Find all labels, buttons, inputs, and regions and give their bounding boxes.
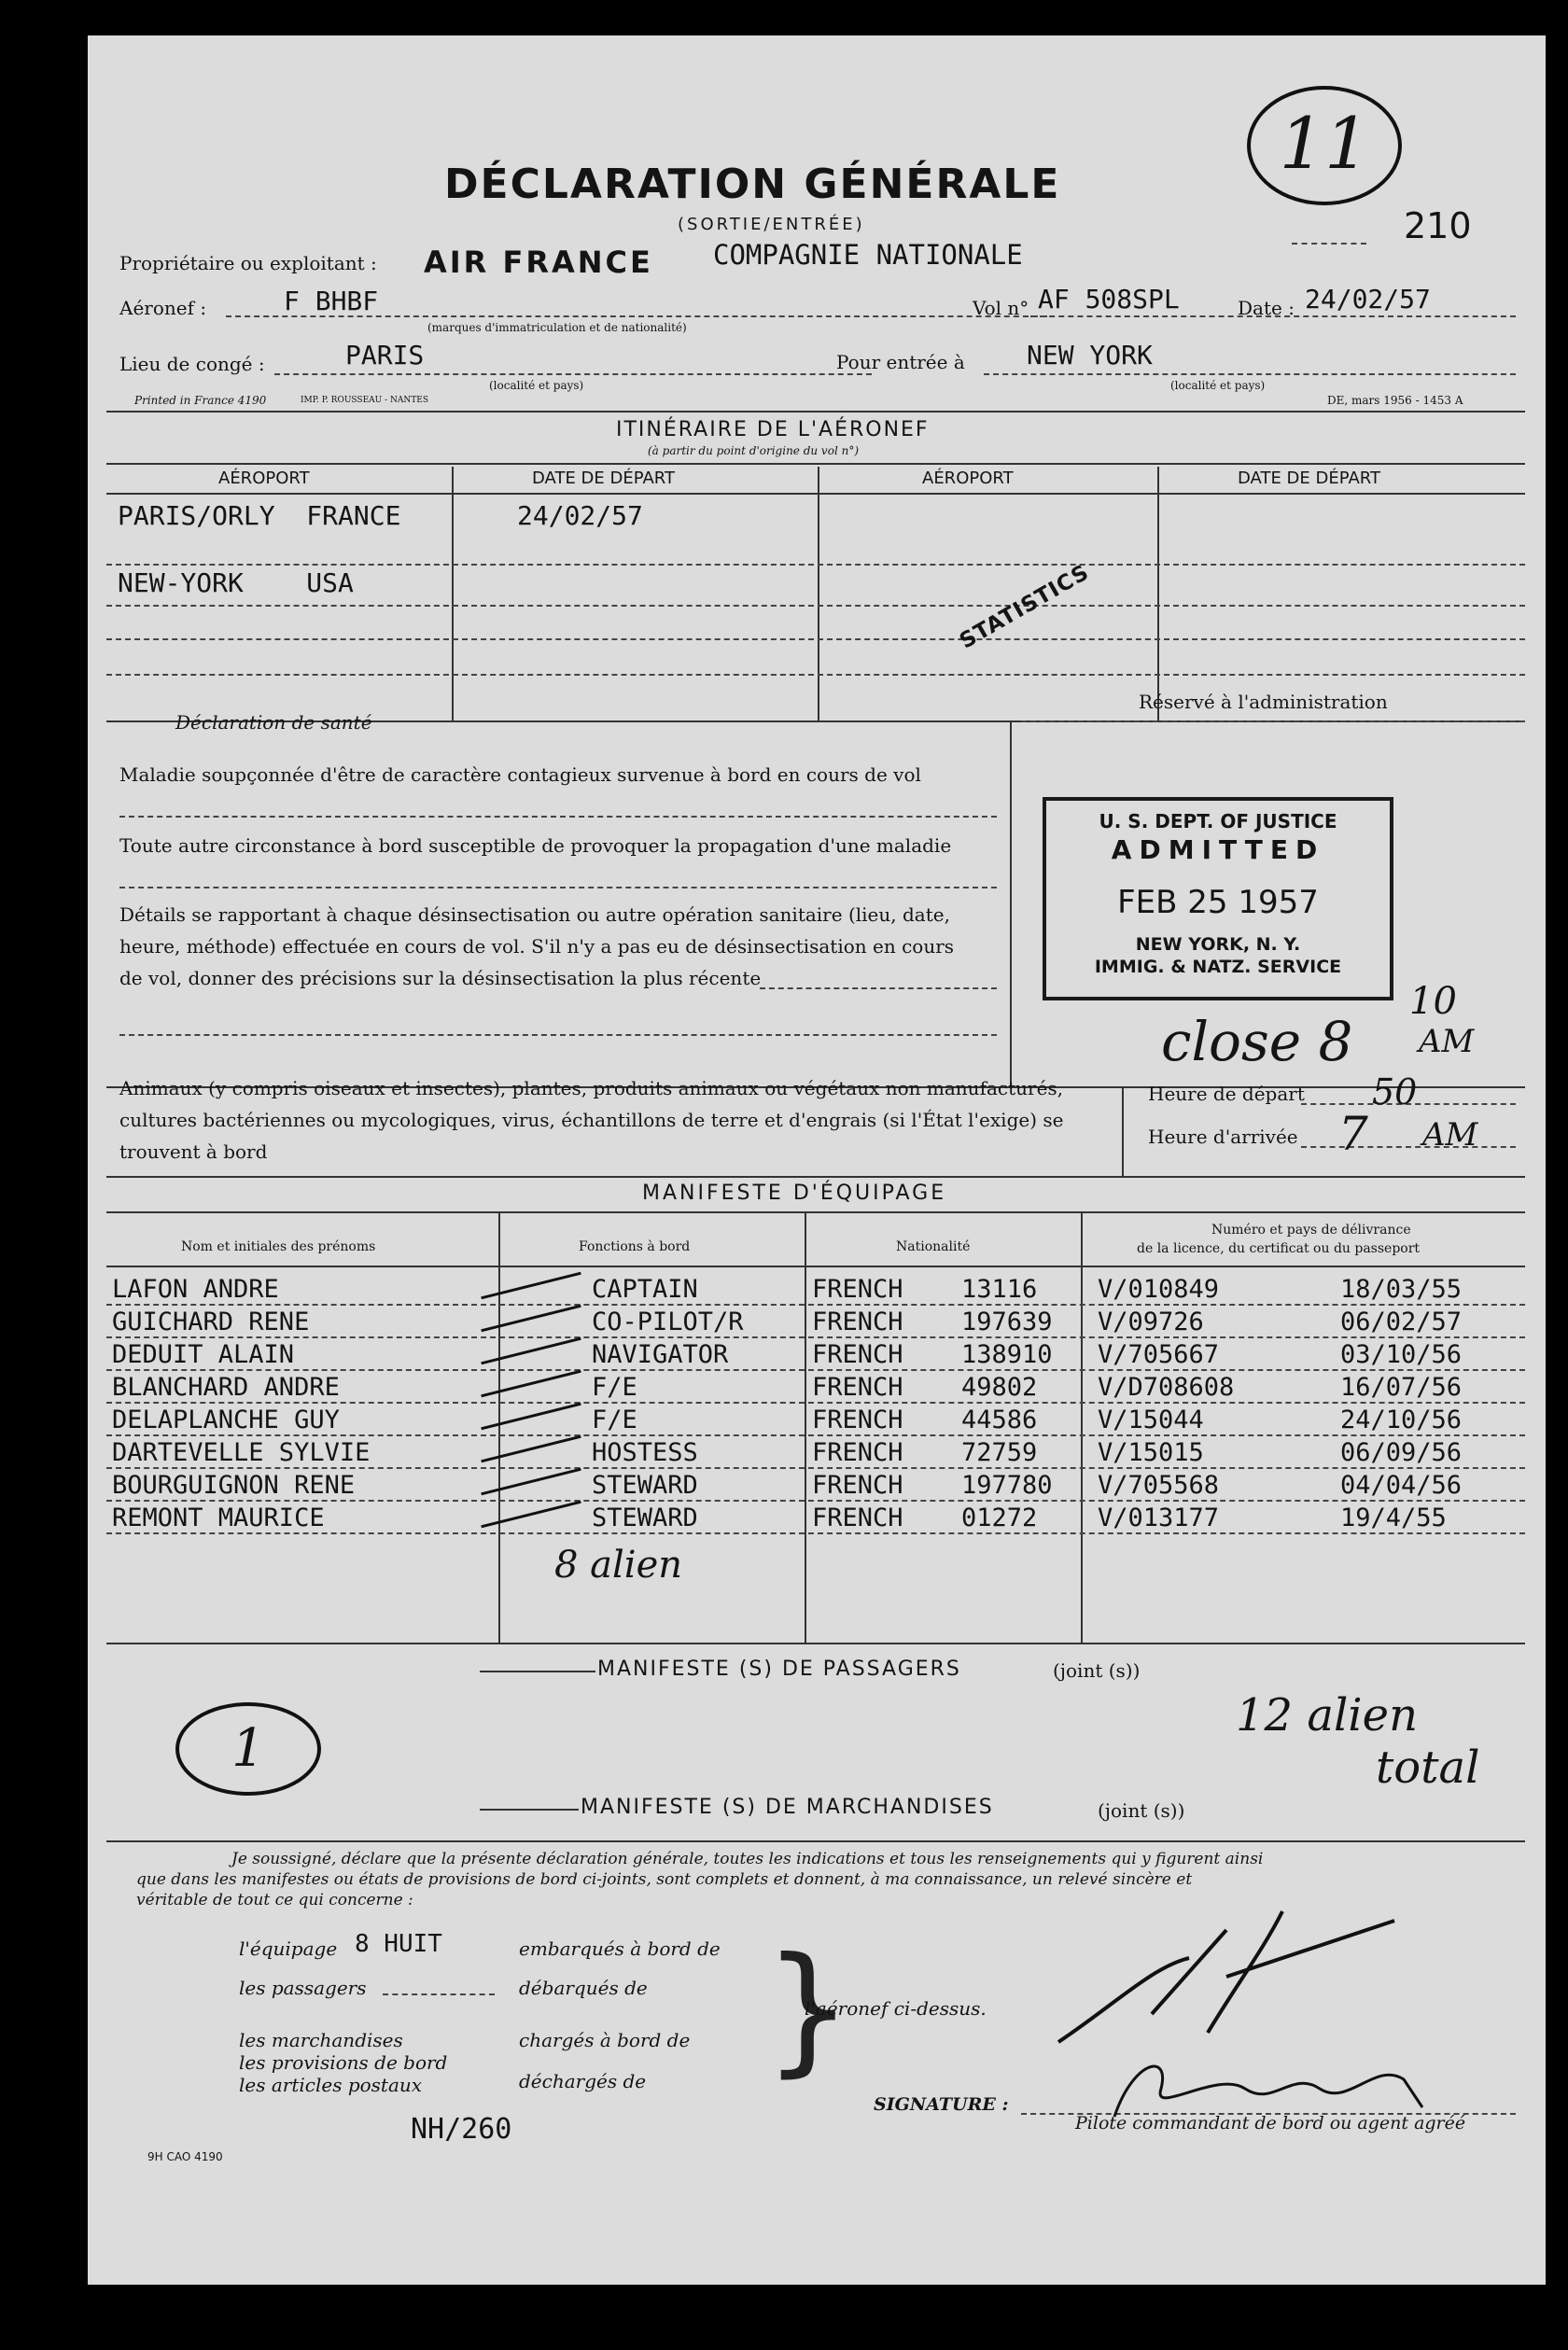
crew-license: V/D708608 [1098,1373,1235,1402]
crew-license-date: 19/4/55 [1340,1504,1447,1532]
admin-divider [1010,720,1012,1086]
itinerary-title: ITINÉRAIRE DE L'AÉRONEF [616,418,930,441]
itinerary-divider-2 [818,467,819,720]
arrival-time-label: Heure d'arrivée [1148,1126,1298,1148]
crew-top-rule [106,1176,1525,1178]
check-mark-icon [481,1272,581,1300]
crew-title: MANIFESTE D'ÉQUIPAGE [642,1182,947,1205]
crew-title-rule [106,1211,1525,1213]
crew-nationality: FRENCH [812,1275,903,1304]
crew-function: F/E [592,1373,637,1402]
crew-license-date: 06/09/56 [1340,1438,1463,1467]
itinerary-divider-3 [1157,467,1159,720]
flight-value: AF 508SPL [1038,284,1180,315]
crew-license-date: 04/04/56 [1340,1471,1463,1500]
crew-count-value: 8 HUIT [355,1930,442,1958]
admin-title-line [1021,720,1525,722]
itinerary-row-2-airport: NEW-YORK USA [118,567,354,598]
page-number-dash [1292,243,1366,245]
loaded-label: chargés à bord de [519,2029,691,2051]
owner-value: AIR FRANCE [424,245,653,280]
health-q4-line [119,1034,997,1036]
crew-license: V/705568 [1098,1471,1220,1500]
crew-name: BOURGUIGNON RENE [112,1471,356,1500]
arrival-time-value: 7 [1338,1107,1368,1161]
animals-line2: cultures bactériennes ou mycologiques, virus, échantillons de terre et d'engrais (si l'État l'exige) se [119,1109,1064,1131]
aircraft-value: F BHBF [284,286,379,316]
page-number: 210 [1404,205,1472,246]
crew-license: V/705667 [1098,1340,1220,1369]
crew-header-rule [106,1266,1525,1267]
flight-label: Vol n° [973,297,1029,319]
crew-name: LAFON ANDRE [112,1275,279,1304]
itinerary-row-line-3 [106,638,1525,640]
signature-label: SIGNATURE : [874,2094,1009,2115]
itinerary-subtitle: (à partir du point d'origine du vol n°) [648,444,860,457]
disembarked-label: débarqués de [519,1977,648,1999]
crew-license: V/09726 [1098,1308,1204,1336]
departure-place-value: PARIS [345,340,425,371]
crew-count-label: l'équipage [239,1937,338,1960]
document-subtitle: (SORTIE/ENTRÉE) [678,215,865,234]
document-title: DÉCLARATION GÉNÉRALE [444,161,1061,208]
crew-license: V/013177 [1098,1504,1220,1532]
crew-divider-3 [1081,1211,1083,1643]
captain-signature-icon [1040,1902,1413,2061]
cargo-joint: (joint (s)) [1098,1799,1185,1822]
crew-number: 138910 [961,1340,1053,1369]
locality-note-1: (localité et pays) [489,379,584,392]
itinerary-row-1-date: 24/02/57 [517,500,643,531]
crew-license-date: 03/10/56 [1340,1340,1463,1369]
health-q3-line1: Détails se rapportant à chaque désinsectisation ou autre opération sanitaire (lieu, date, [119,903,950,926]
crew-function: F/E [592,1406,637,1434]
printer: IMP. P. ROUSSEAU - NANTES [301,396,428,405]
health-q2: Toute autre circonstance à bord susceptible de provoquer la propagation d'une maladie [119,834,952,857]
stamp-line-4: IMMIG. & NATZ. SERVICE [1094,957,1342,977]
animals-line3: trouvent à bord [119,1140,268,1163]
crew-col-function: Fonctions à bord [579,1239,691,1254]
circled-page-number: 11 [1247,86,1402,205]
check-mark-icon [481,1337,581,1365]
embarked-label: embarqués à bord de [519,1937,721,1960]
arrival-label: Pour entrée à [836,351,965,373]
check-mark-icon [481,1468,581,1496]
crew-function: NAVIGATOR [592,1340,729,1369]
stamp-line-2: ADMITTED [1111,834,1325,865]
crew-license: V/010849 [1098,1275,1220,1304]
health-q3-line3: de vol, donner des précisions sur la désinsectisation la plus récente [119,967,762,989]
itinerary-top-rule [106,463,1525,465]
cargo-title-line-left [480,1809,579,1811]
crew-row-line [106,1532,1525,1534]
crew-number: 197639 [961,1308,1053,1336]
itinerary-row-line-2 [106,605,1525,607]
crew-number: 13116 [961,1275,1038,1304]
crew-function: HOSTESS [592,1438,698,1467]
crew-nationality: FRENCH [812,1471,903,1500]
arrival-time-line [1301,1146,1516,1148]
handwritten-close-unit: AM [1419,1023,1475,1060]
reference-number: NH/260 [411,2113,512,2146]
aircraft-above-label: l'aéronef ci-dessus. [805,1997,987,2020]
itinerary-header-rule [106,493,1525,495]
crew-handwritten-note: 8 alien [554,1544,683,1587]
declaration-line-1: Je soussigné, déclare que la présente déclaration générale, toutes les indications et tous les renseignements qui y figurent ainsi [231,1850,1264,1868]
crew-divider-2 [805,1211,806,1643]
itinerary-col-date-2: DATE DE DÉPART [1238,469,1380,488]
passengers-count-line [383,1993,495,1995]
goods-label: les marchandises [239,2029,403,2051]
statistics-stamp: STATISTICS [956,560,1094,654]
admin-title: Réservé à l'administration [1139,691,1388,713]
aircraft-line [226,315,1047,317]
passengers-handwritten-1: 12 alien [1236,1689,1418,1742]
owner-label: Propriétaire ou exploitant : [119,252,377,274]
arrival-time-sup: 50 [1372,1071,1418,1112]
crew-divider-1 [498,1211,500,1643]
cargo-title: MANIFESTE (S) DE MARCHANDISES [581,1796,994,1819]
arrival-line [984,373,1516,375]
owner-typed: COMPAGNIE NATIONALE [713,239,1023,271]
health-q1: Maladie soupçonnée d'être de caractère contagieux survenue à bord en cours de vol [119,763,921,786]
passengers-title: MANIFESTE (S) DE PASSAGERS [597,1658,961,1681]
check-mark-icon [481,1305,581,1333]
health-q2-line [119,887,997,888]
health-q3-line [760,987,997,989]
arrival-time-unit: AM [1422,1116,1478,1154]
crew-name: DELAPLANCHE GUY [112,1406,340,1434]
brace-icon: } [763,1928,853,2091]
crew-nationality: FRENCH [812,1340,903,1369]
crew-number: 44586 [961,1406,1038,1434]
itinerary-row-line-4 [106,674,1525,676]
crew-function: CAPTAIN [592,1275,698,1304]
provisions-label: les provisions de bord [239,2051,448,2074]
check-mark-icon [481,1370,581,1398]
departure-time-label: Heure de départ [1148,1083,1305,1105]
crew-number: 49802 [961,1373,1038,1402]
crew-license-date: 16/07/56 [1340,1373,1463,1402]
passengers-count-label: les passagers [239,1977,367,1999]
crew-license-date: 24/10/56 [1340,1406,1463,1434]
stamp-date: FEB 25 1957 [1117,884,1319,921]
passengers-joint: (joint (s)) [1053,1659,1141,1682]
crew-nationality: FRENCH [812,1406,903,1434]
check-mark-icon [481,1501,581,1529]
admitted-stamp [1043,797,1393,1000]
date-label: Date : [1238,297,1295,319]
crew-license-date: 18/03/55 [1340,1275,1463,1304]
edition: DE, mars 1956 - 1453 A [1327,394,1463,407]
date-line [1030,315,1516,317]
locality-note-2: (localité et pays) [1170,379,1266,392]
unloaded-label: déchargés de [519,2070,647,2092]
handwritten-close: close 8 [1161,1010,1353,1073]
crew-function: CO-PILOT/R [592,1308,744,1336]
stamp-line-1: U. S. DEPT. OF JUSTICE [1099,810,1337,832]
header-rule [106,411,1525,413]
itinerary-row-1-airport: PARIS/ORLY FRANCE [118,500,401,531]
health-q3-line2: heure, méthode) effectuée en cours de vol. S'il n'y a pas eu de désinsectisation en cours [119,935,955,958]
date-value: 24/02/57 [1305,284,1431,315]
itinerary-divider-1 [452,467,454,720]
crew-nationality: FRENCH [812,1504,903,1532]
postal-label: les articles postaux [239,2074,423,2096]
crew-nationality: FRENCH [812,1438,903,1467]
crew-name: DEDUIT ALAIN [112,1340,295,1369]
crew-name: REMONT MAURICE [112,1504,325,1532]
crew-name: DARTEVELLE SYLVIE [112,1438,371,1467]
crew-function: STEWARD [592,1471,698,1500]
printed-in: Printed in France 4190 [134,394,267,407]
crew-number: 01272 [961,1504,1038,1532]
departure-line [274,373,872,375]
animals-divider [1122,1086,1124,1176]
declaration-line-3: véritable de tout ce qui concerne : [136,1891,413,1909]
crew-license: V/15015 [1098,1438,1204,1467]
passengers-handwritten-2: total [1376,1742,1480,1794]
crew-license-date: 06/02/57 [1340,1308,1463,1336]
crew-number: 72759 [961,1438,1038,1467]
itinerary-row-line-1 [106,564,1525,566]
pilot-label: Pilote commandant de bord ou agent agréé [1075,2113,1466,2133]
passengers-title-line-left [480,1671,595,1672]
itinerary-col-airport-2: AÉROPORT [922,469,1014,488]
crew-name: BLANCHARD ANDRE [112,1373,340,1402]
footer-code: 9H CAO 4190 [147,2150,223,2163]
crew-col-license-2: de la licence, du certificat ou du passeport [1137,1241,1421,1256]
declaration-document [88,35,1546,2285]
crew-col-nationality: Nationalité [896,1239,971,1254]
itinerary-col-date-1: DATE DE DÉPART [532,469,675,488]
crew-name: GUICHARD RENE [112,1308,310,1336]
animals-line1: Animaux (y compris oiseaux et insectes), plantes, produits animaux ou végétaux non manufacturés, [119,1077,1064,1099]
crew-function: STEWARD [592,1504,698,1532]
passengers-circled: 1 [175,1702,321,1796]
cargo-bottom-rule [106,1840,1525,1842]
crew-bottom-rule [106,1643,1525,1644]
crew-col-license-1: Numéro et pays de délivrance [1211,1223,1411,1238]
arrival-value: NEW YORK [1027,340,1153,371]
health-q1-line [119,816,997,818]
aircraft-note: (marques d'immatriculation et de nationalité) [427,321,687,334]
crew-number: 197780 [961,1471,1053,1500]
health-title: Déclaration de santé [175,711,372,734]
handwritten-close-sup: 10 [1409,980,1457,1023]
stamp-line-3: NEW YORK, N. Y. [1135,934,1301,955]
crew-license: V/15044 [1098,1406,1204,1434]
check-mark-icon [481,1403,581,1431]
aircraft-label: Aéronef : [119,297,207,319]
crew-nationality: FRENCH [812,1373,903,1402]
declaration-line-2: que dans les manifestes ou états de provisions de bord ci-joints, sont complets et donnent, à ma connaissance, un relevé sincère et [136,1870,1193,1889]
check-mark-icon [481,1435,581,1463]
itinerary-col-airport-1: AÉROPORT [218,469,310,488]
crew-nationality: FRENCH [812,1308,903,1336]
departure-place-label: Lieu de congé : [119,353,265,375]
crew-col-name: Nom et initiales des prénoms [181,1239,376,1254]
